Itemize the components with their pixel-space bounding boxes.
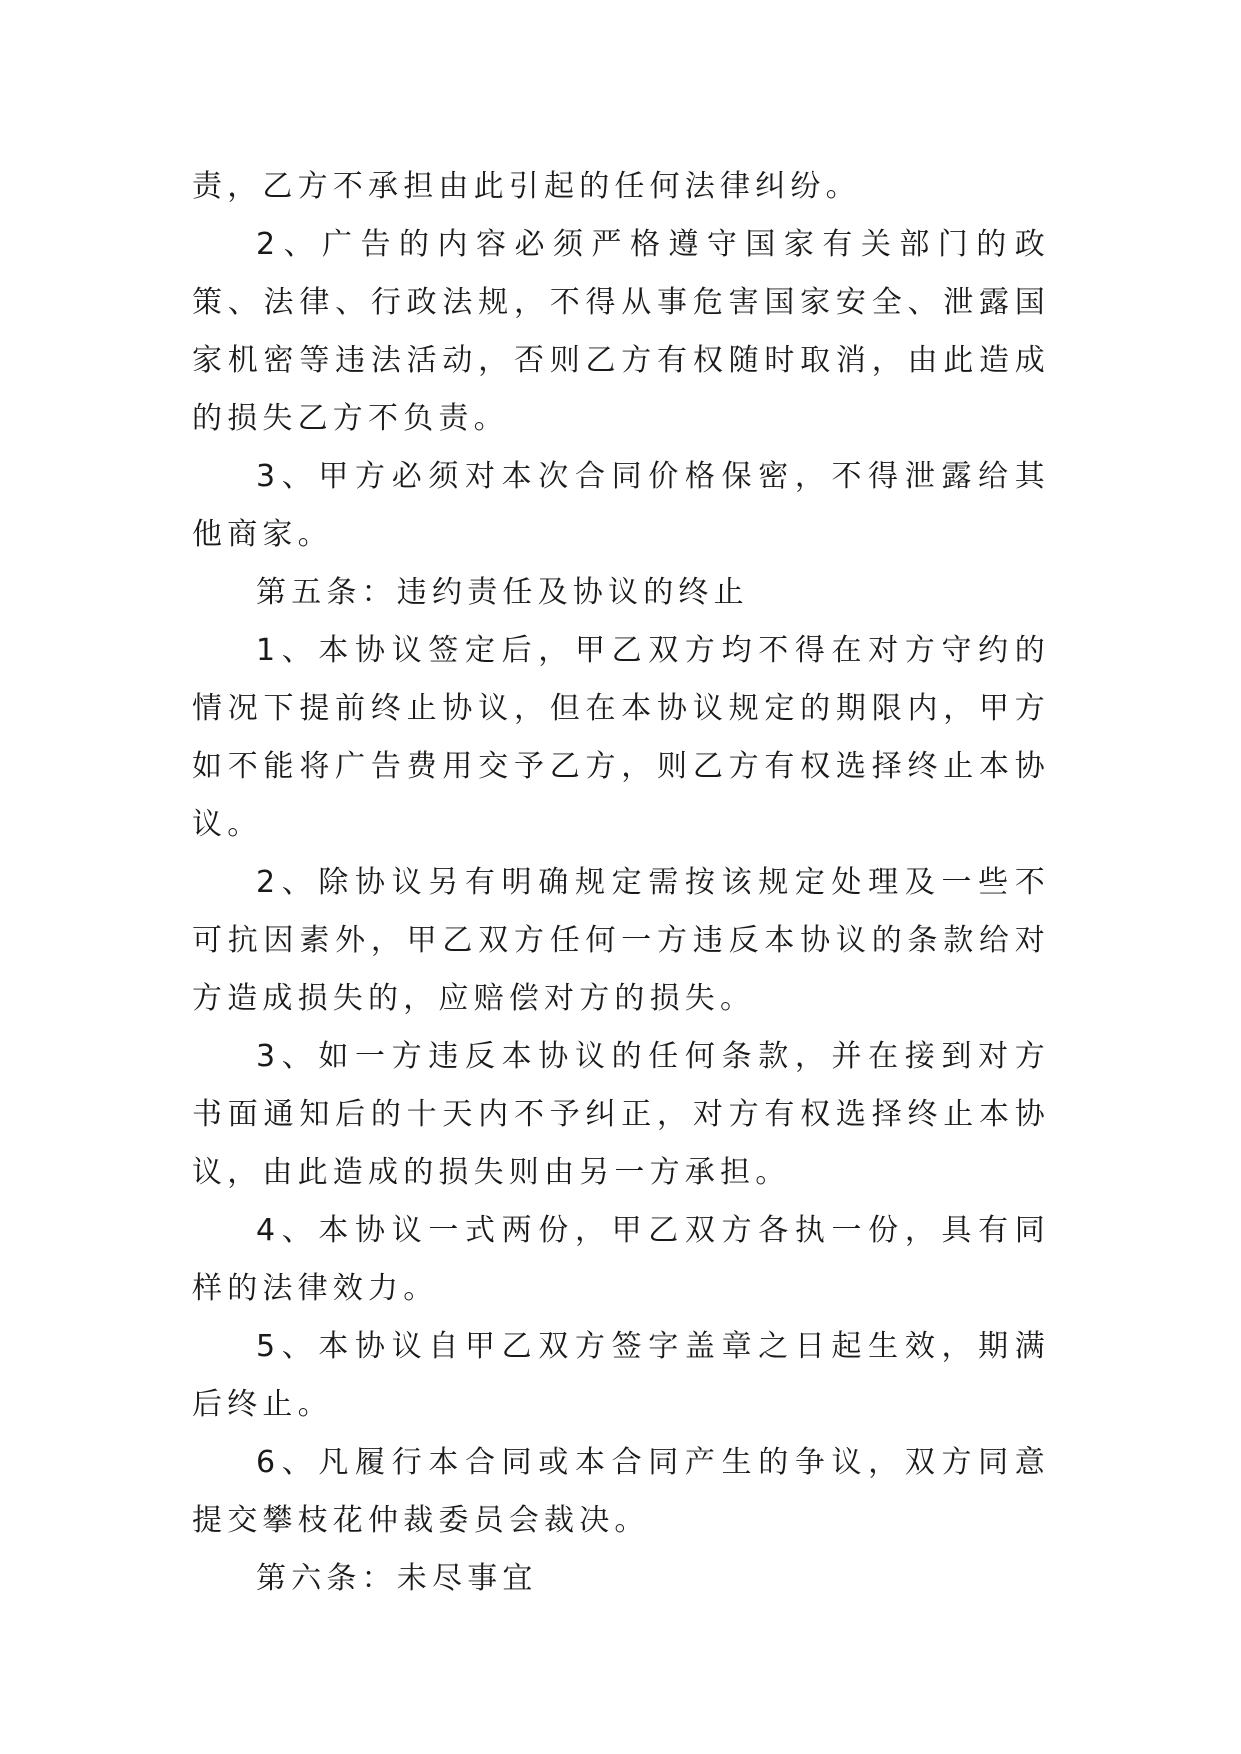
article-5-heading: 第五条：违约责任及协议的终止 [256, 575, 749, 610]
paragraph-liability-continuation: 责，乙方不承担由此引起的任何法律纠纷。 [192, 169, 861, 204]
paragraph-breach-notice: 3、如一方违反本协议的任何条款，并在接到对方书面通知后的十天内不予纠正，对方有权选择终止本协议，由此造成的损失则由另一方承担。 [192, 1039, 1050, 1190]
paragraph-copies: 4、本协议一式两份，甲乙双方各执一份，具有同样的法律效力。 [192, 1213, 1050, 1306]
paragraph-arbitration: 6、凡履行本合同或本合同产生的争议，双方同意提交攀枝花仲裁委员会裁决。 [192, 1445, 1050, 1538]
paragraph-price-confidentiality: 3、甲方必须对本次合同价格保密，不得泄露给其他商家。 [192, 459, 1050, 552]
paragraph-early-termination: 1、本协议签定后，甲乙双方均不得在对方守约的情况下提前终止协议，但在本协议规定的期限内，甲方如不能将广告费用交予乙方，则乙方有权选择终止本协议。 [192, 633, 1050, 842]
article-6-heading: 第六条：未尽事宜 [256, 1561, 538, 1596]
document-body [192, 158, 1050, 1608]
paragraph-breach-compensation: 2、除协议另有明确规定需按该规定处理及一些不可抗因素外，甲乙双方任何一方违反本协议的条款给对方造成损失的，应赔偿对方的损失。 [192, 865, 1050, 1016]
paragraph-effective-date: 5、本协议自甲乙双方签字盖章之日起生效，期满后终止。 [192, 1329, 1050, 1422]
paragraph-ad-content-compliance: 2、广告的内容必须严格遵守国家有关部门的政策、法律、行政法规，不得从事危害国家安全、泄露国家机密等违法活动，否则乙方有权随时取消，由此造成的损失乙方不负责。 [192, 227, 1050, 436]
